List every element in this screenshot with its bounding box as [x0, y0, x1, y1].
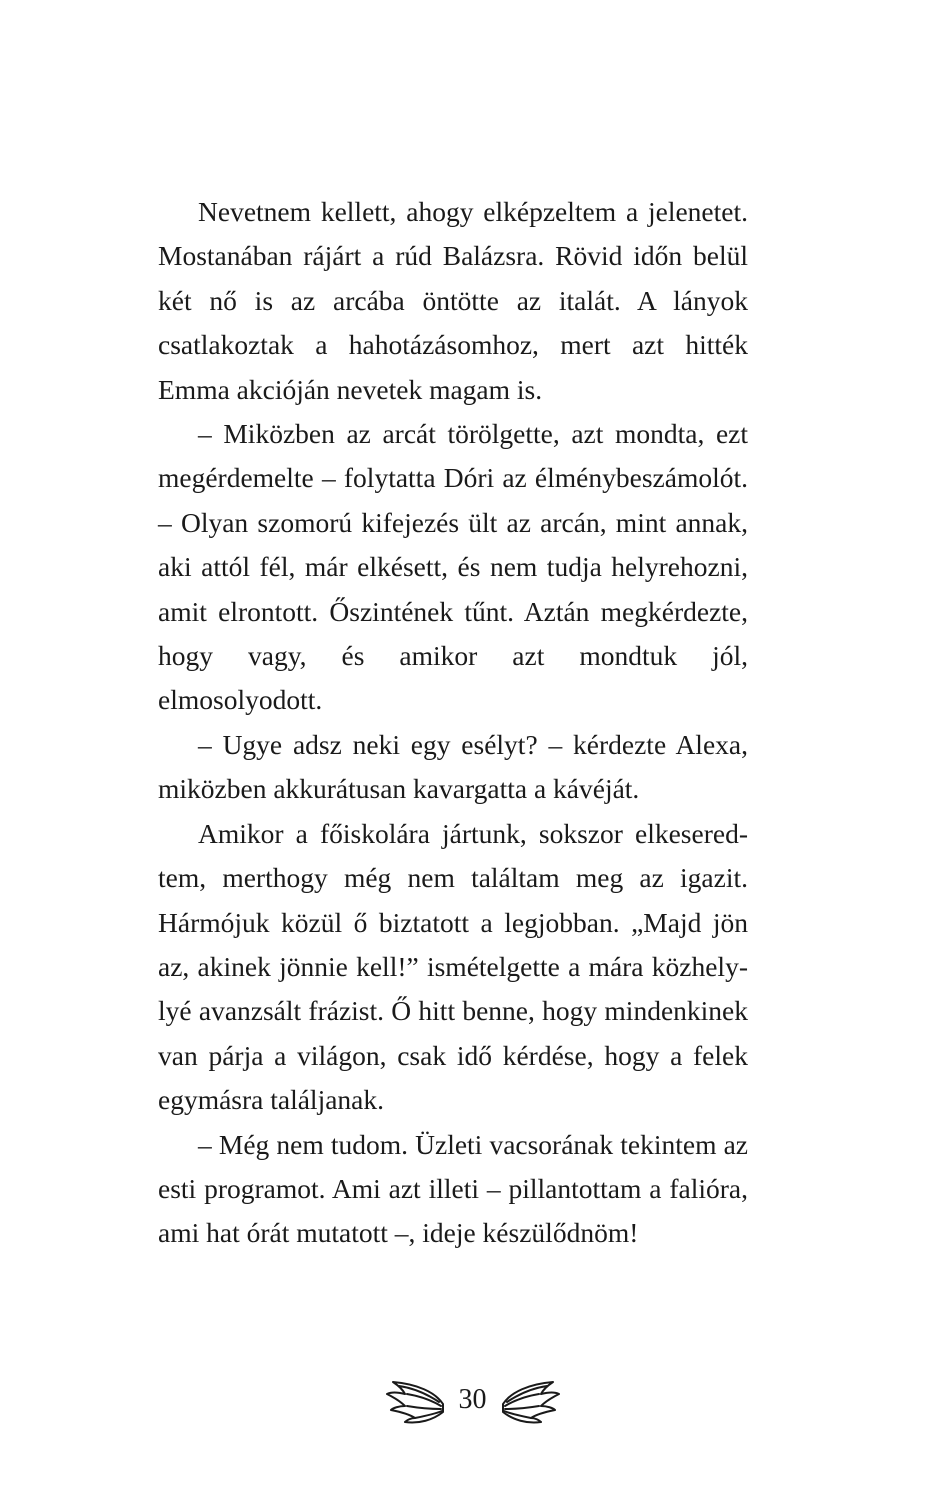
paragraph-5: – Még nem tudom. Üzleti vacsorának tekintem az esti programot. Ami azt illeti – pillantottam a falióra, ami hat órát mutatott –, ideje készülődnöm! [158, 1128, 748, 1249]
paragraph-2: – Miközben az arcát törölgette, azt mondta, ezt megérdemelte – folytatta Dóri az élménybeszámolót. – Olyan szomorú kifejezés ült az arcán, mint annak, aki attól fél, már elkésett, és nem tudja helyrehozni, amit elrontott. Őszintének tűnt. Aztán megkérdezte, hogy vagy, és amikor azt mondtuk jól, elmosolyodott. [158, 418, 748, 716]
page-number: 30 [458, 1384, 487, 1415]
page-footer [0, 1372, 945, 1428]
body-text [158, 190, 748, 1256]
paragraph-4: Amikor a főiskolára jártunk, sokszor elkeseredtem, merthogy még nem találtam meg az igazit. Hármójuk közül ő biztatott a legjobban. „Majd jön az, akinek jönnie kell!” ismételgette a mára közhelylyé avanzsált frázist. Ő hitt benne, hogy mindenkinek van párja a világon, csak idő kérdése, hogy a felek egymásra találjanak. [158, 817, 748, 1116]
paragraph-3: – Ugye adsz neki egy esélyt? – kérdezte Alexa, miközben akkurátusan kavargatta a kávéját. [158, 728, 748, 805]
wing-left-icon [385, 1374, 447, 1426]
paragraph-1: Nevetnem kellett, ahogy elképzeltem a jelenetet. Mostanában rájárt a rúd Balázsra. Rövid időn belül két nő is az arcába öntötte az italát. A lányok csatlakoztak a hahotázásomhoz, mert azt hitték Emma akcióján nevetek magam is. [158, 196, 748, 405]
wing-right-icon [499, 1374, 561, 1426]
